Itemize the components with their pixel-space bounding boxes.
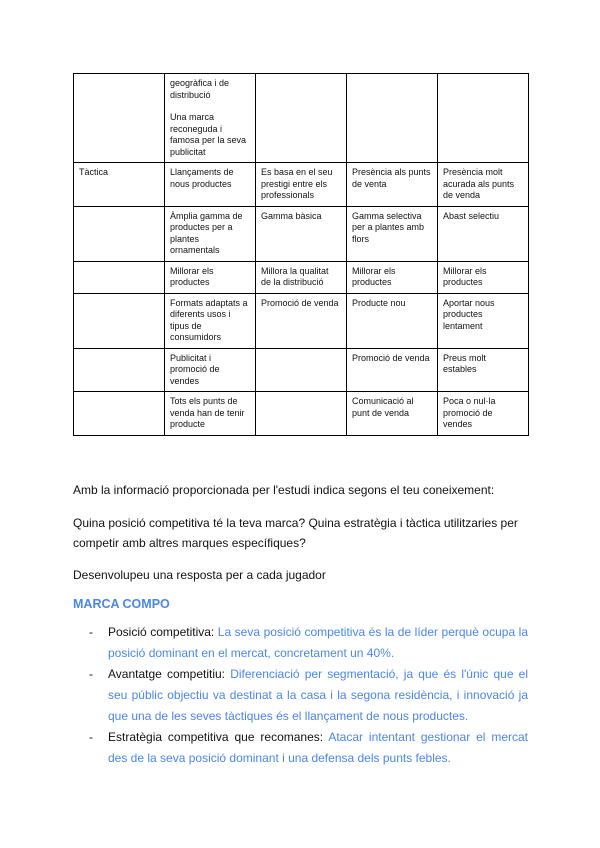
item-label: Avantatge competitiu:: [108, 667, 226, 681]
cell-text: Promoció de venda: [261, 297, 339, 308]
question-text: Quina posició competitiva té la teva marca? Quina estratègia i tàctica utilitzaries per competir amb altres marques específiques?: [73, 516, 518, 550]
cell-text: Comunicació al punt de venda: [352, 396, 414, 418]
table-cell: [438, 163, 529, 207]
table-cell: [347, 206, 438, 261]
table-cell: [347, 163, 438, 207]
row-label-cell: [74, 392, 165, 436]
row-label-cell: [74, 74, 165, 163]
table-row: [74, 348, 529, 392]
row-label-cell: [74, 348, 165, 392]
table-body: [74, 74, 529, 436]
table-cell: [347, 392, 438, 436]
item-label: Estratègia competitiva que recomanes:: [108, 730, 324, 744]
item-answer: Atacar intentant gestionar el mercat des de la seva posició dominant i una defensa dels punts febles.: [108, 730, 528, 765]
table-cell: [347, 261, 438, 293]
cell-text: Presència als punts de venta: [352, 167, 431, 189]
cell-text: geogràfica i de distribució: [170, 78, 230, 100]
strategy-table: [73, 73, 529, 436]
table-row: [74, 163, 529, 207]
row-label-cell: [74, 261, 165, 293]
table-cell: [438, 74, 529, 163]
table-cell: [256, 261, 347, 293]
cell-text: Millorar els productes: [352, 265, 396, 287]
table-cell: [256, 293, 347, 348]
bullet-dash: -: [89, 730, 93, 744]
item-label: Posició competitiva:: [108, 625, 215, 639]
list-item: [73, 664, 528, 727]
table-cell: [347, 293, 438, 348]
intro-text: Amb la informació proporcionada per l'estudi indica segons el teu coneixement:: [73, 483, 495, 497]
table-cell: [165, 348, 256, 392]
table-cell: [165, 74, 256, 163]
cell-text: Preus molt estables: [443, 352, 487, 374]
cell-text: Millora la qualitat de la distribució: [261, 265, 329, 287]
table-cell: [256, 206, 347, 261]
table-cell: [256, 74, 347, 163]
table-cell: [256, 348, 347, 392]
cell-text: Producte nou: [352, 297, 406, 308]
table-cell: [438, 348, 529, 392]
bullet-dash: -: [89, 625, 93, 639]
row-label: Tàctica: [79, 167, 109, 177]
section-heading: MARCA COMPO: [73, 597, 170, 611]
cell-text: Promoció de venda: [352, 352, 430, 363]
table-cell: [438, 293, 529, 348]
table-row: [74, 392, 529, 436]
instruction-text: Desenvolupeu una resposta per a cada jugador: [73, 568, 326, 582]
cell-text: Gamma selectiva per a plantes amb flors: [352, 210, 425, 244]
table-cell: [165, 261, 256, 293]
cell-text: Millorar els productes: [443, 265, 487, 287]
row-label-cell: [74, 206, 165, 261]
row-label-cell: [74, 293, 165, 348]
table-cell: [165, 392, 256, 436]
cell-text: Presència molt acurada als punts de venda: [443, 167, 515, 200]
cell-text: Publicitat i promoció de vendes: [170, 352, 220, 386]
cell-text: Formats adaptats a diferents usos i tipus de consumidors: [170, 297, 248, 342]
table-cell: [438, 206, 529, 261]
table-cell: [347, 74, 438, 163]
table-row: [74, 293, 529, 348]
bullet-dash: -: [89, 667, 93, 681]
table-row: [74, 74, 529, 163]
cell-text: Poca o nul·la promoció de vendes: [443, 396, 496, 429]
cell-text: Es basa en el seu prestigi entre els professionals: [261, 167, 333, 200]
table-cell: [165, 293, 256, 348]
table-cell: [256, 163, 347, 207]
cell-text: Àmplia gamma de productes per a plantes ornamentals: [170, 210, 243, 255]
item-answer: Diferenciació per segmentació, ja que és l'únic que el seu públic objectiu va destinat a la casa i la segona residència, i innovació ja que una de les seves tàctiques és el llançament de nous productes.: [108, 667, 528, 723]
table-cell: [438, 261, 529, 293]
table-cell: [438, 392, 529, 436]
table-cell: [165, 163, 256, 207]
table-row: [74, 206, 529, 261]
cell-text: Tots els punts de venda han de tenir producte: [170, 396, 245, 429]
table-row: [74, 261, 529, 293]
answer-list: [73, 622, 528, 769]
cell-text: Abast selectiu: [443, 210, 500, 221]
list-item: [73, 622, 528, 664]
list-item: [73, 727, 528, 769]
cell-text: Llançaments de nous productes: [170, 167, 234, 189]
cell-text: Aportar nous productes lentament: [443, 297, 495, 331]
table-cell: [256, 392, 347, 436]
cell-text: Gamma bàsica: [261, 210, 322, 221]
table-cell: [165, 206, 256, 261]
item-answer: La seva posició competitiva és la de líder perquè ocupa la posició dominant en el mercat, concretament un 40%.: [108, 625, 529, 660]
row-label-cell: [74, 163, 165, 207]
table-cell: [347, 348, 438, 392]
cell-text: Una marca reconeguda i famosa per la seva publicitat: [170, 112, 247, 157]
cell-text: Millorar els productes: [170, 265, 214, 287]
